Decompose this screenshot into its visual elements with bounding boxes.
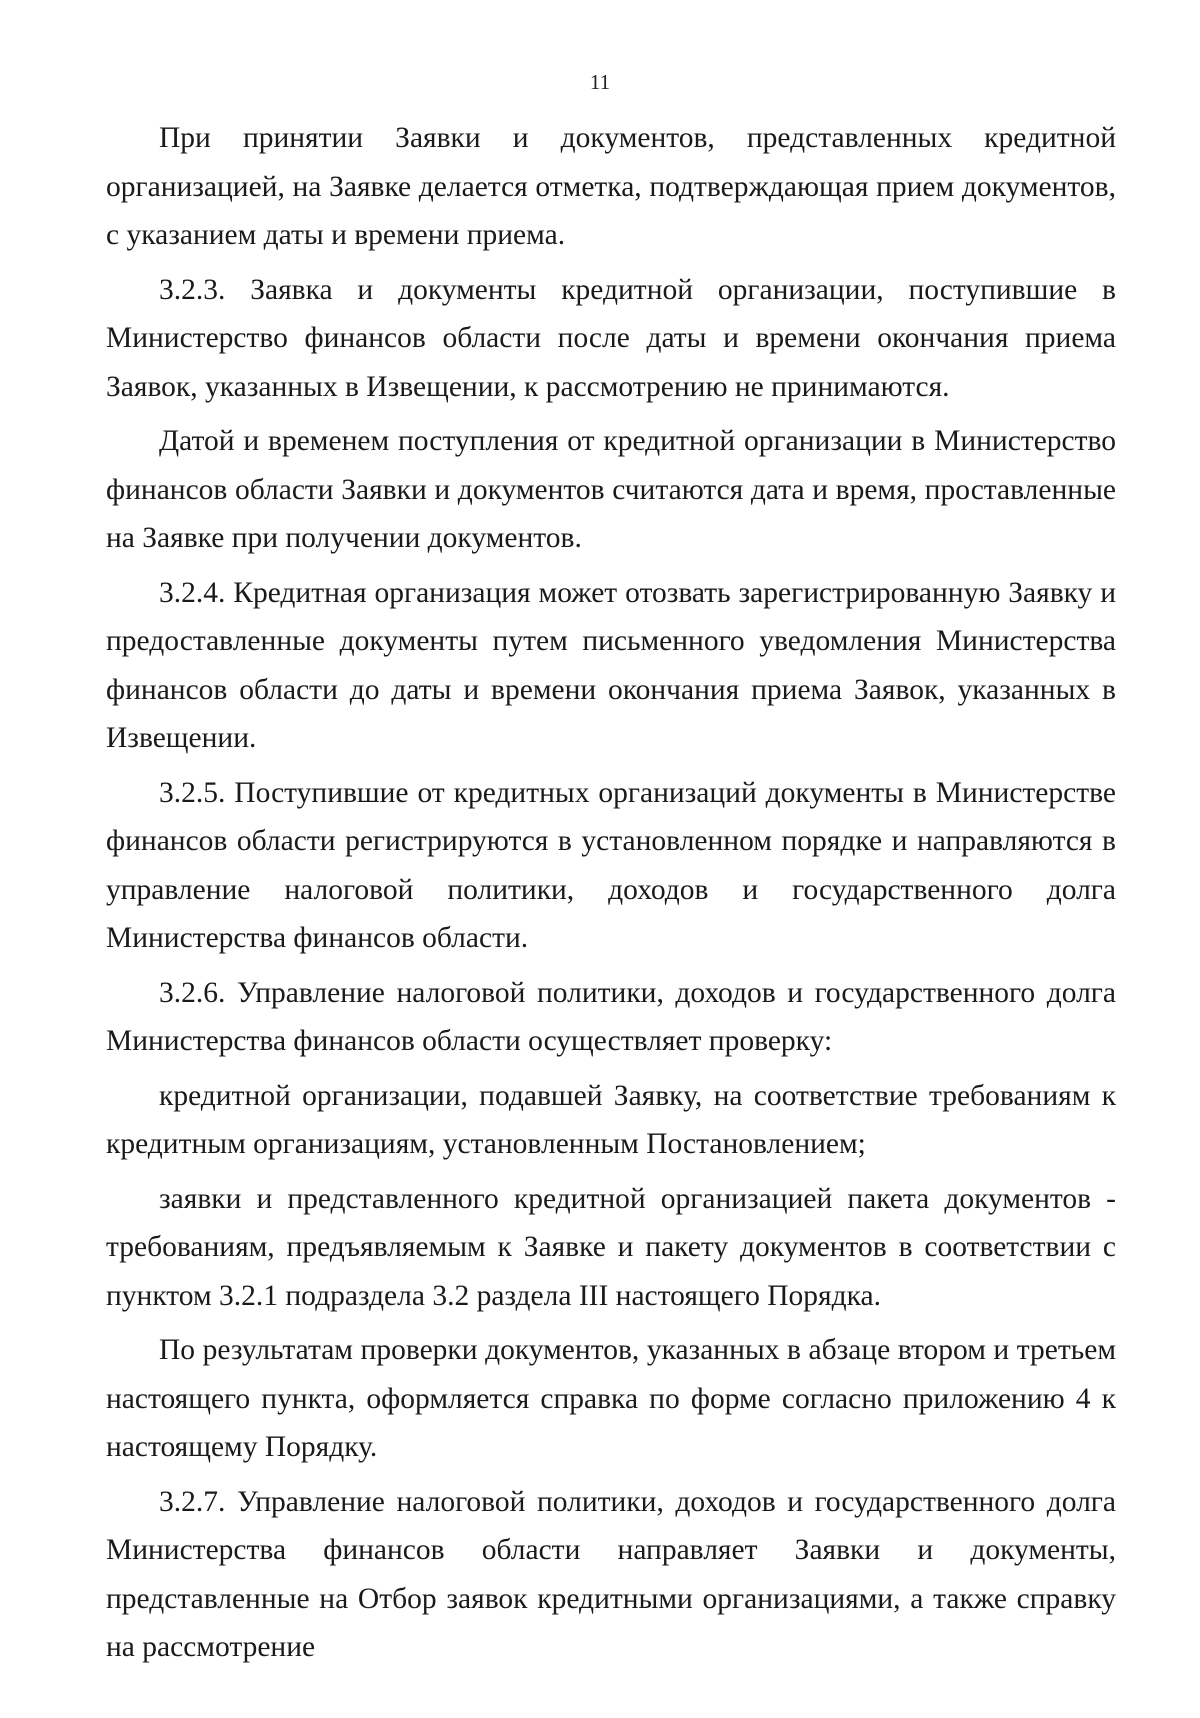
paragraph-3-2-3: 3.2.3. Заявка и документы кредитной организации, поступившие в Министерство финансов области после даты и времени окончания приема Заявок, указанных в Извещении, к рассмотрению не принимаются. [106, 273, 1116, 403]
paragraph-receipt-mark: При принятии Заявки и документов, представленных кредитной организацией, на Заявке делается отметка, подтверждающая прием документов, с указанием даты и времени приема. [106, 122, 1116, 251]
paragraph-3-2-6: 3.2.6. Управление налоговой политики, доходов и государственного долга Министерства финансов области осуществляет проверку: [106, 976, 1116, 1057]
paragraph-3-2-5: 3.2.5. Поступившие от кредитных организаций документы в Министерстве финансов области регистрируются в установленном порядке и направляются в управление налоговой политики, доходов и государственного долга Министерства финансов области. [106, 776, 1116, 954]
paragraph-receipt-date: Датой и временем поступления от кредитной организации в Министерство финансов области Заявки и документов считаются дата и время, проставленные на Заявке при получении документов. [106, 425, 1116, 554]
paragraph-check-organization: кредитной организации, подавшей Заявку, на соответствие требованиям к кредитным организациям, установленным Постановлением; [106, 1079, 1116, 1160]
paragraph-3-2-7: 3.2.7. Управление налоговой политики, доходов и государственного долга Министерства финансов области направляет Заявки и документы, представленные на Отбор заявок кредитными организациями, а также справку на рассмотрение [106, 1485, 1116, 1663]
paragraph-check-documents: заявки и представленного кредитной организацией пакета документов - требованиям, предъявляемым к Заявке и пакету документов в соответствии с пунктом 3.2.1 подраздела 3.2 раздела III настоящего Порядка. [106, 1182, 1116, 1312]
paragraph-3-2-4: 3.2.4. Кредитная организация может отозвать зарегистрированную Заявку и предоставленные документы путем письменного уведомления Министерства финансов области до даты и времени окончания приема Заявок, указанных в Извещении. [106, 576, 1116, 754]
page-number: 11 [589, 70, 611, 94]
document-body [106, 114, 1116, 1678]
paragraph-check-result: По результатам проверки документов, указанных в абзаце втором и третьем настоящего пункта, оформляется справка по форме согласно приложению 4 к настоящему Порядку. [106, 1334, 1116, 1463]
